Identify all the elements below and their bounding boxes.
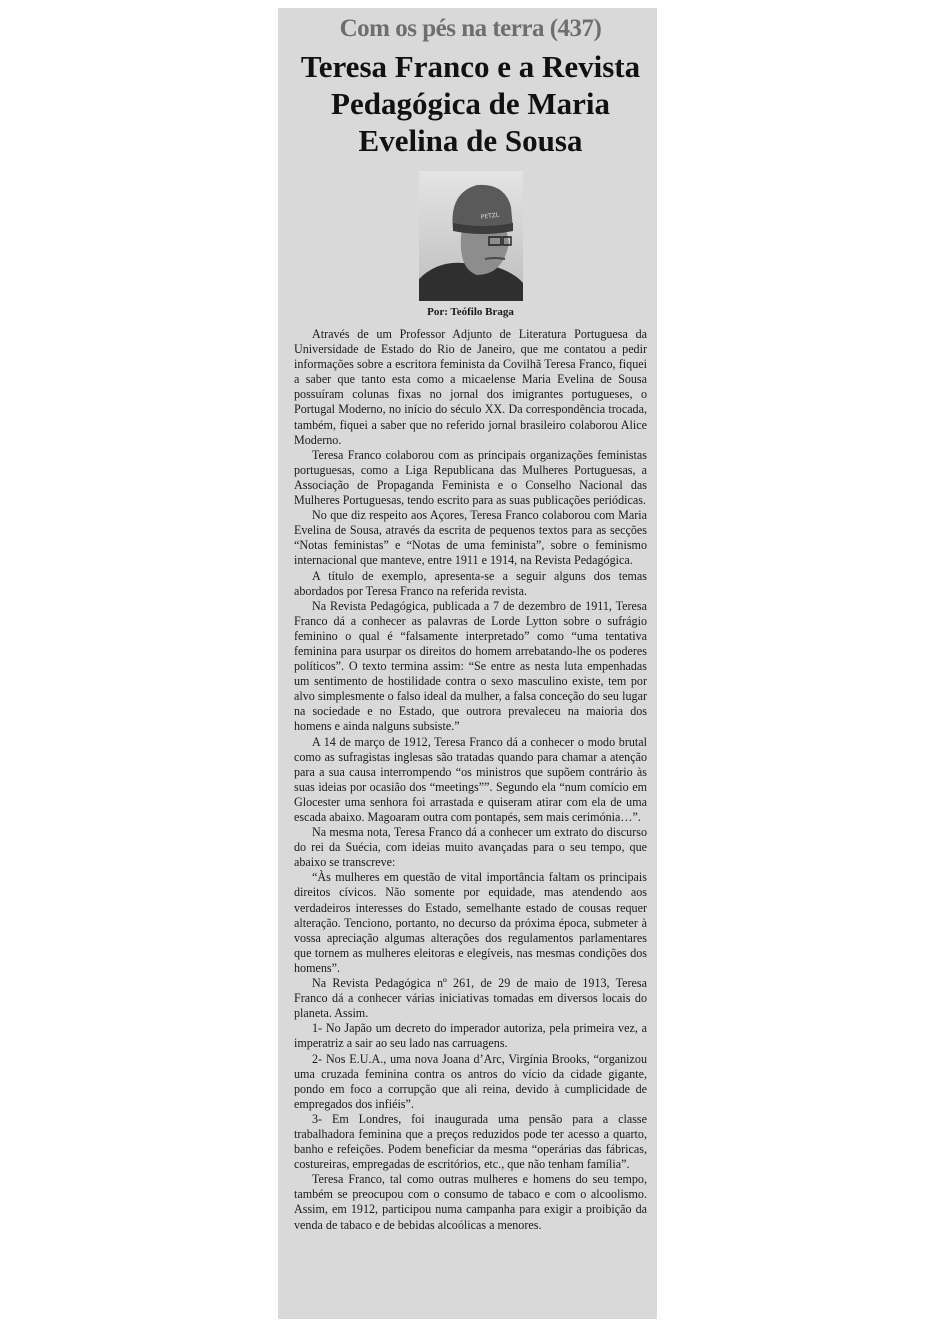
paragraph: A título de exemplo, apresenta-se a seguir alguns dos temas abordados por Teresa Franco na referida revista. (294, 568, 647, 598)
paragraph: Na Revista Pedagógica, publicada a 7 de dezembro de 1911, Teresa Franco dá a conhecer as palavras de Lorde Lytton sobre o sufrágio feminino o qual é “falsamente interpretado” como “uma tentativa feminina para usurpar os direitos do homem arrebatando-lhe os poderes políticos”. O texto termina assim: “Se entre as nesta luta empenhadas um sentimento de hostilidade contra o sexo masculino existe, tem por alvo simplesmente o falso ideal da mulher, a falsa conceção do seu lugar na sociedade e no Estado, que outrora prevaleceu na maioria dos homens e ainda nalguns subsiste.” (294, 598, 647, 734)
author-photo (419, 171, 523, 301)
paragraph: Na mesma nota, Teresa Franco dá a conhecer um extrato do discurso do rei da Suécia, com ideias muito avançadas para o seu tempo, que abaixo se transcreve: (294, 825, 647, 870)
paragraph: A 14 de março de 1912, Teresa Franco dá a conhecer o modo brutal como as sufragistas inglesas são tratadas quando para chamar a atenção para a sua causa interrompendo “os ministros que supõem contrário às suas ideias por ocasião dos “meetings””. Segundo ela “num comício em Glocester uma senhora foi arrastada e quiseram atirar com ela de uma escada abaixo. Magoaram outra com pontapés, sem mais cerimónia…”. (294, 734, 647, 824)
article-body (294, 327, 647, 1233)
paragraph: No que diz respeito aos Açores, Teresa Franco colaborou com Maria Evelina de Sousa, através da escrita de pequenos textos para as secções “Notas feministas” e “Notas de uma feminista”, sobre o feminismo internacional que manteve, entre 1911 e 1914, na Revista Pedagógica. (294, 508, 647, 568)
quote-paragraph: “Às mulheres em questão de vital importância faltam os principais direitos cívicos. Não somente por equidade, mas atendendo aos verdadeiros interesses do Estado, semelhante estado de cousas requer alteração. Tenciono, portanto, no decurso da próxima época, submeter à vossa apreciação algumas alterações dos regulamentos parlamentares que tornem as mulheres eleitoras e elegíveis, nas mesmas condições dos homens”. (294, 870, 647, 975)
list-item: 3- Em Londres, foi inaugurada uma pensão para a classe trabalhadora feminina que a preços reduzidos pode ter acesso a quarto, banho e refeições. Podem beneficiar da mesma “operárias das fábricas, costureiras, empregadas de escritórios, etc., que não tenham família”. (294, 1111, 647, 1172)
paragraph: Através de um Professor Adjunto de Literatura Portuguesa da Universidade de Estado do Rio de Janeiro, que me contatou a pedir informações sobre a escritora feminista da Covilhã Teresa Franco, fiquei a saber que tanto esta como a micaelense Maria Evelina de Sousa possuíram colunas fixas no jornal dos imigrantes portugueses, o Portugal Moderno, no início do século XX. Da correspondência trocada, também, fiquei a saber que no referido jornal brasileiro colaborou Alice Moderno. (294, 327, 647, 447)
byline: Por: Teófilo Braga (427, 306, 514, 318)
series-title: Com os pés na terra (437) (339, 15, 602, 42)
paragraph: Teresa Franco, tal como outras mulheres e homens do seu tempo, também se preocupou com o consumo de tabaco e com o alcoolismo. Assim, em 1912, participou numa campanha para exigir a proibição da venda de tabaco e de bebidas alcoólicas a menores. (294, 1172, 647, 1232)
headline: Teresa Franco e a Revista Pedagógica de Maria Evelina de Sousa (300, 49, 641, 158)
list-item: 2- Nos E.U.A., uma nova Joana d’Arc, Virgínia Brooks, “organizou uma cruzada feminina contra os antros do vício da cidade gigante, pondo em foco a corrupção que ali reina, devido à cumplicidade de empregados dos infiéis”. (294, 1051, 647, 1111)
paragraph: Na Revista Pedagógica nº 261, de 29 de maio de 1913, Teresa Franco dá a conhecer várias iniciativas tomadas em diversos locais do planeta. Assim. (294, 976, 647, 1021)
list-item: 1- No Japão um decreto do imperador autoriza, pela primeira vez, a imperatriz a sair ao seu lado nas carruagens. (294, 1021, 647, 1051)
article-column (278, 8, 657, 1319)
paragraph: Teresa Franco colaborou com as principais organizações feministas portuguesas, como a Liga Republicana das Mulheres Portuguesas, a Associação de Propaganda Feminista e o Conselho Nacional das Mulheres Portuguesas, tendo escrito para as suas publicações periódicas. (294, 447, 647, 508)
svg-text:PETZL: PETZL (479, 211, 500, 221)
